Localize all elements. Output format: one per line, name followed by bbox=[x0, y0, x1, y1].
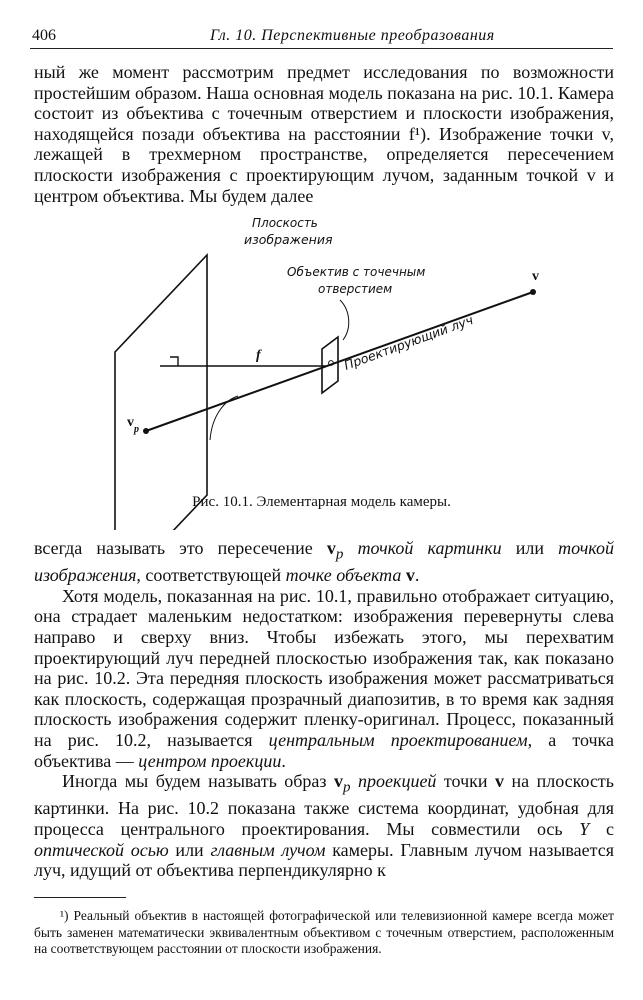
image-plane bbox=[115, 255, 207, 530]
label-point-vp: v bbox=[127, 415, 134, 430]
figure-camera-model bbox=[0, 200, 643, 530]
label-image-plane-2: изображения bbox=[244, 232, 333, 247]
body-text bbox=[34, 538, 614, 881]
paragraph-intro bbox=[34, 62, 614, 206]
paragraph-3: Хотя модель, показанная на рис. 10.1, правильно отображает ситуацию, она страдает маленьким недостатком: изображения перевернуты слева направо и сверху вниз. Чтобы избежать этого, мы перехватим проектирующий луч передней плоскостью изображения так, как показано на рис. 10.2. Эта передняя плоскость изображения может рассматриваться как плоскость, содержащая прозрачный диапозитив, в то время как задняя плоскость изображения содержит пленку-оригинал. Процесс, показанный на рис. 10.2, называется центральным проектированием, а точка объектива — центром проекции. bbox=[34, 585, 614, 771]
label-projecting-ray: Проектирующий луч bbox=[341, 312, 476, 373]
footnote-rule bbox=[34, 897, 126, 898]
figure-caption: Рис. 10.1. Элементарная модель камеры. bbox=[192, 494, 451, 510]
footnote-text: ¹) Реальный объектив в настоящей фотографической или телевизионной камере всегда может быть заменен математически эквивалентным объективом с точечным отверстием, расположенным на соответствующем расстоянии от плоскости изображения. bbox=[34, 908, 614, 957]
leader-lens bbox=[340, 300, 349, 340]
label-point-v: v bbox=[532, 269, 539, 284]
label-image-plane-1: Плоскость bbox=[252, 216, 318, 230]
running-title: Гл. 10. Перспективные преобразования bbox=[210, 27, 495, 44]
right-angle-marker bbox=[170, 357, 178, 366]
running-header bbox=[30, 24, 613, 49]
page-number: 406 bbox=[32, 27, 56, 44]
paragraph-2: всегда называть это пересечение $v_p$ точкой картинки или точкой изображения, соответствующей точке объекта v. bbox=[34, 538, 615, 586]
point-vp-dot bbox=[143, 428, 149, 434]
paragraph-4: Иногда мы будем называть образ $v_p$ проекцией точки v на плоскость картинки. На рис. 10.2 показана также система координат, удобная для процесса центрального проектирования. Мы совместили ось Y с оптической осью или главным лучом камеры. Главным лучом называется луч, идущий от объектива перпендикулярно к bbox=[34, 771, 615, 881]
point-v-dot bbox=[530, 289, 536, 295]
label-point-vp-sub: p bbox=[134, 424, 139, 435]
footnote bbox=[34, 908, 614, 958]
label-lens-1: Объектив с точечным bbox=[287, 265, 426, 279]
paragraph-intro-text: ный же момент рассмотрим предмет исследования по возможности простейшим образом. Наша основная модель показана на рис. 10.1. Камера состоит из объектива с точечным отверстием и плоскости изображения, находящейся позади объектива на расстоянии f¹). Изображение точки v, лежащей в трехмерном пространстве, определяется пересечением плоскости изображения с проектирующим лучом, заданным точкой v и центром объектива. Мы будем далее bbox=[34, 62, 614, 206]
label-focal-f: f bbox=[256, 348, 261, 363]
label-lens-2: отверстием bbox=[318, 282, 393, 296]
projecting-ray bbox=[146, 292, 533, 431]
